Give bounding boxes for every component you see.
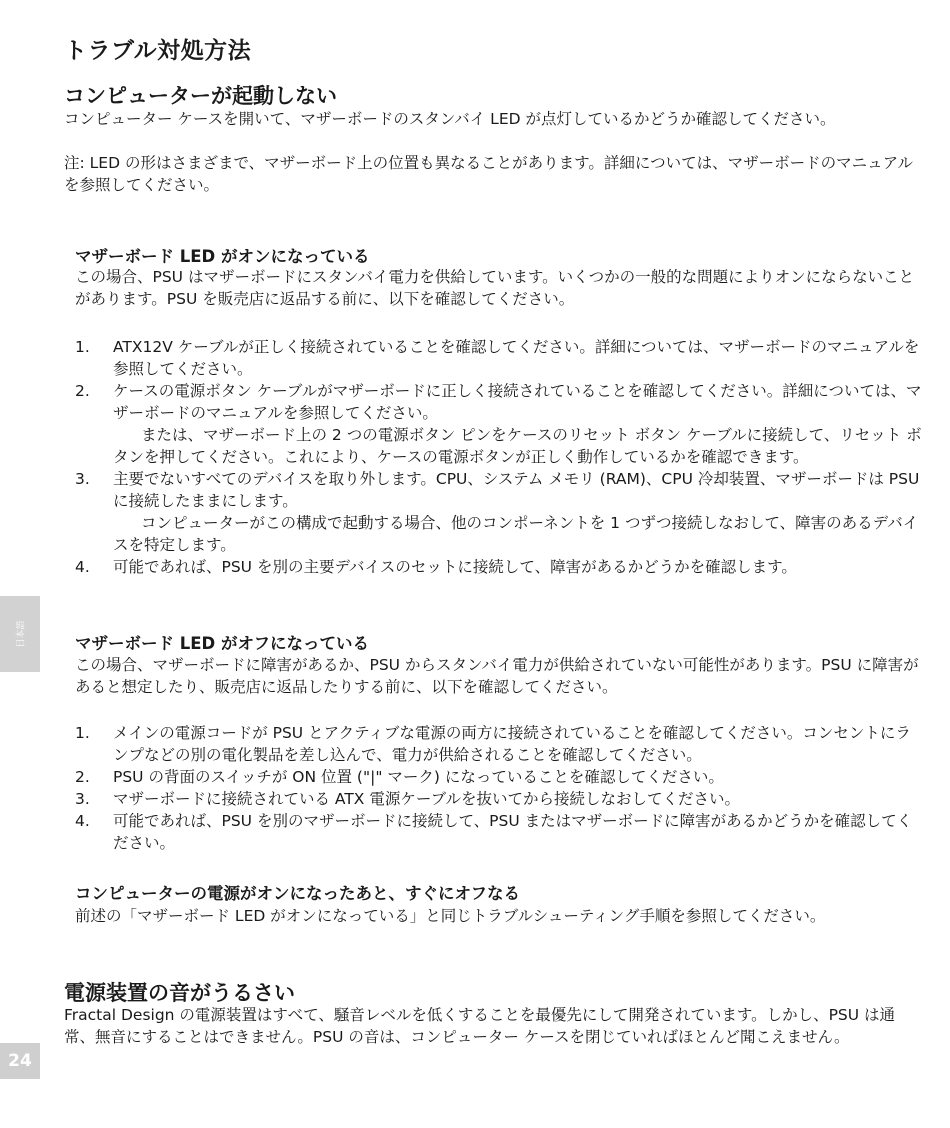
list-item [75, 468, 925, 556]
led-off-heading: マザーボード LED がオフになっている [75, 634, 369, 653]
list-number: 2. [75, 382, 90, 400]
list-number: 4. [75, 812, 90, 830]
list-text: 主要でないすべてのデバイスを取り外します。CPU、システム メモリ (RAM)、CPU 冷却装置、マザーボードは PSU に接続したままにします。 [113, 470, 920, 510]
list-number: 2. [75, 768, 90, 786]
list-number: 1. [75, 338, 90, 356]
list-item [75, 810, 925, 854]
list-continuation: コンピューターがこの構成で起動する場合、他のコンポーネントを 1 つずつ接続しなおして、障害のあるデバイスを特定します。 [113, 514, 919, 554]
list-number: 4. [75, 558, 90, 576]
list-text: PSU の背面のスイッチが ON 位置 ("|" マーク) になっていることを確認してください。 [113, 768, 724, 786]
noise-heading: 電源装置の音がうるさい [64, 981, 295, 1005]
list-number: 3. [75, 470, 90, 488]
section-heading-no-boot: コンピューターが起動しない [64, 84, 337, 108]
power-off-heading: コンピューターの電源がオンになったあと、すぐにオフなる [75, 884, 521, 903]
list-text: 可能であれば、PSU を別のマザーボードに接続して、PSU またはマザーボードに障害があるかどうかを確認してください。 [113, 812, 913, 852]
led-off-intro: この場合、マザーボードに障害があるか、PSU からスタンバイ電力が供給されていない可能性があります。PSU に障害があると想定したり、販売店に返品したりする前に、以下を確認してください。 [75, 656, 919, 696]
list-text: メインの電源コードが PSU とアクティブな電源の両方に接続されていることを確認してください。コンセントにランプなどの別の電化製品を差し込んで、電力が供給されることを確認してください。 [113, 724, 911, 764]
list-number: 3. [75, 790, 90, 808]
list-text: ATX12V ケーブルが正しく接続されていることを確認してください。詳細については、マザーボードのマニュアルを参照してください。 [113, 338, 920, 378]
list-item [75, 722, 925, 766]
no-boot-note: 注: LED の形はさまざまで、マザーボード上の位置も異なることがあります。詳細については、マザーボードのマニュアルを参照してください。 [64, 154, 913, 194]
list-text: マザーボードに接続されている ATX 電源ケーブルを抜いてから接続しなおしてください。 [113, 790, 740, 808]
no-boot-intro: コンピューター ケースを開いて、マザーボードのスタンバイ LED が点灯しているかどうか確認してください。 [64, 110, 836, 128]
list-item [75, 336, 925, 380]
list-item [75, 766, 925, 788]
led-on-list [75, 336, 925, 578]
led-on-intro: この場合、PSU はマザーボードにスタンバイ電力を供給しています。いくつかの一般的な問題によりオンにならないことがあります。PSU を販売店に返品する前に、以下を確認してください。 [75, 268, 915, 308]
noise-text: Fractal Design の電源装置はすべて、騒音レベルを低くすることを最優先にして開発されています。しかし、PSU は通常、無音にすることはできません。PSU の音は、コンピューター ケースを閉じていればほとんど聞こえません。 [64, 1006, 896, 1046]
led-on-heading: マザーボード LED がオンになっている [75, 247, 370, 266]
list-item [75, 788, 925, 810]
page-title: トラブル対処方法 [64, 38, 252, 64]
power-off-text: 前述の「マザーボード LED がオンになっている」と同じトラブルシューティング手順を参照してください。 [75, 907, 826, 925]
page-number: 24 [0, 1043, 40, 1079]
language-label: 日本語 [16, 620, 27, 648]
list-text: ケースの電源ボタン ケーブルがマザーボードに正しく接続されていることを確認してください。詳細については、マザーボードのマニュアルを参照してください。 [113, 382, 922, 422]
list-number: 1. [75, 724, 90, 742]
list-item [75, 556, 925, 578]
list-continuation: または、マザーボード上の 2 つの電源ボタン ピンをケースのリセット ボタン ケーブルに接続して、リセット ボタンを押してください。これにより、ケースの電源ボタンが正しく動作しているかを確認できます。 [113, 426, 922, 466]
led-off-list [75, 722, 925, 854]
list-item [75, 380, 925, 468]
list-text: 可能であれば、PSU を別の主要デバイスのセットに接続して、障害があるかどうかを確認します。 [113, 558, 797, 576]
language-side-tab [0, 596, 40, 672]
